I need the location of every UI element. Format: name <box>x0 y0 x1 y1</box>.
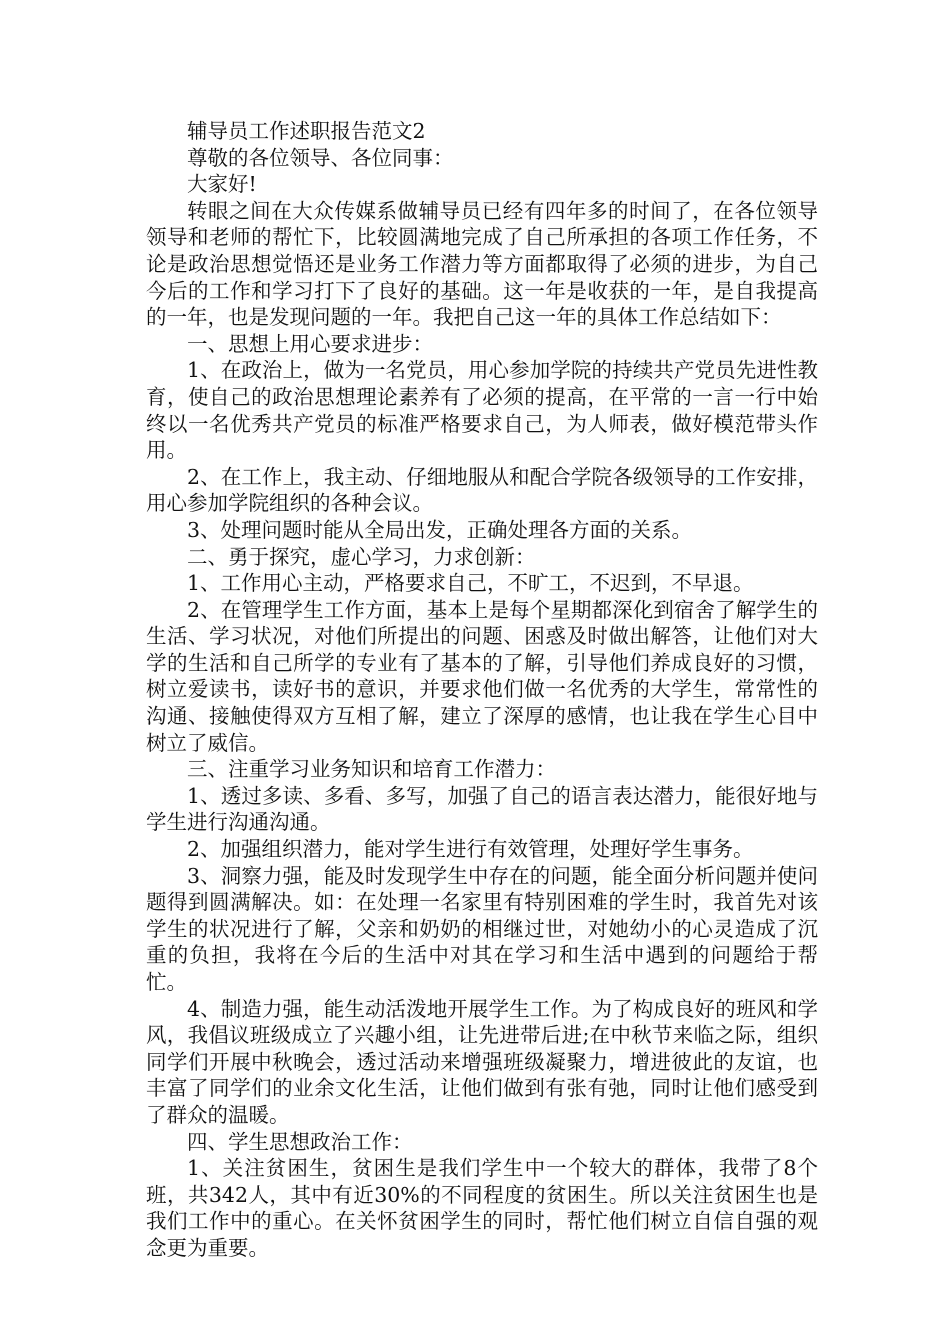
document-title: 辅导员工作述职报告范文2 <box>187 119 426 143</box>
paragraph: 2、在管理学生工作方面，基本上是每个星期都深化到宿舍了解学生的生活、学习状况，对他们所提出的问题、困惑及时做出解答，让他们对大学的生活和自己所学的专业有了基本的了解，引导他们养成良好的习惯，树立爱读书，读好书的意识，并要求他们做一名优秀的大学生，常常性的沟通、接触使得双方互相了解，建立了深厚的感情，也让我在学生心目中树立了威信。 <box>146 597 818 755</box>
paragraph: 2、在工作上，我主动、仔细地服从和配合学院各级领导的工作安排，用心参加学院组织的各种会议。 <box>146 464 818 516</box>
paragraph: 1、工作用心主动，严格要求自己，不旷工，不迟到，不早退。 <box>187 571 754 596</box>
greeting: 大家好! <box>187 172 257 197</box>
salutation: 尊敬的各位领导、各位同事： <box>187 145 454 170</box>
paragraph: 3、洞察力强，能及时发现学生中存在的问题，能全面分析问题并使问题得到圆满解决。如：在处理一名家里有特别困难的学生时，我首先对该学生的状况进行了解，父亲和奶奶的相继过世，对她幼小的心灵造成了沉重的负担，我将在今后的生活中对其在学习和生活中遇到的问题给于帮忙。 <box>146 863 818 994</box>
section-heading-2: 二、勇于探究，虚心学习，力求创新： <box>187 544 536 569</box>
paragraph: 1、关注贫困生，贫困生是我们学生中一个较大的群体，我带了8个班，共342人，其中有近30%的不同程度的贫困生。所以关注贫困生也是我们工作中的重心。在关怀贫困学生的同时，帮忙他们树立自信自强的观念更为重要。 <box>146 1156 818 1260</box>
paragraph: 1、在政治上，做为一名党员，用心参加学院的持续共产党员先进性教育，使自己的政治思想理论素养有了必须的提高，在平常的一言一行中始终以一名优秀共产党员的标准严格要求自己，为人师表，做好模范带头作用。 <box>146 358 818 463</box>
paragraph-intro: 转眼之间在大众传媒系做辅导员已经有四年多的时间了，在各位领导领导和老师的帮忙下，比较圆满地完成了自己所承担的各项工作任务，不论是政治思想觉悟还是业务工作潜力等方面都取得了必须的进步，为自己今后的工作和学习打下了良好的基础。这一年是收获的一年，是自我提高的一年，也是发现问题的一年。我把自己这一年的具体工作总结如下： <box>146 198 818 330</box>
section-heading-4: 四、学生思想政治工作： <box>187 1129 413 1154</box>
paragraph: 3、处理问题时能从全局出发，正确处理各方面的关系。 <box>187 517 693 542</box>
paragraph: 1、透过多读、多看、多写，加强了自己的语言表达潜力，能很好地与学生进行沟通沟通。 <box>146 783 818 835</box>
section-heading-1: 一、思想上用心要求进步： <box>187 331 433 356</box>
document-body <box>146 118 818 1262</box>
paragraph: 4、制造力强，能生动活泼地开展学生工作。为了构成良好的班风和学风，我倡议班级成立了兴趣小组，让先进带后进;在中秋节来临之际，组织同学们开展中秋晚会，透过活动来增强班级凝聚力，增进彼此的友谊，也丰富了同学们的业余文化生活，让他们做到有张有弛，同时让他们感受到了群众的温暖。 <box>146 996 818 1127</box>
paragraph: 2、加强组织潜力，能对学生进行有效管理，处理好学生事务。 <box>187 837 754 862</box>
section-heading-3: 三、注重学习业务知识和培育工作潜力： <box>187 757 556 782</box>
